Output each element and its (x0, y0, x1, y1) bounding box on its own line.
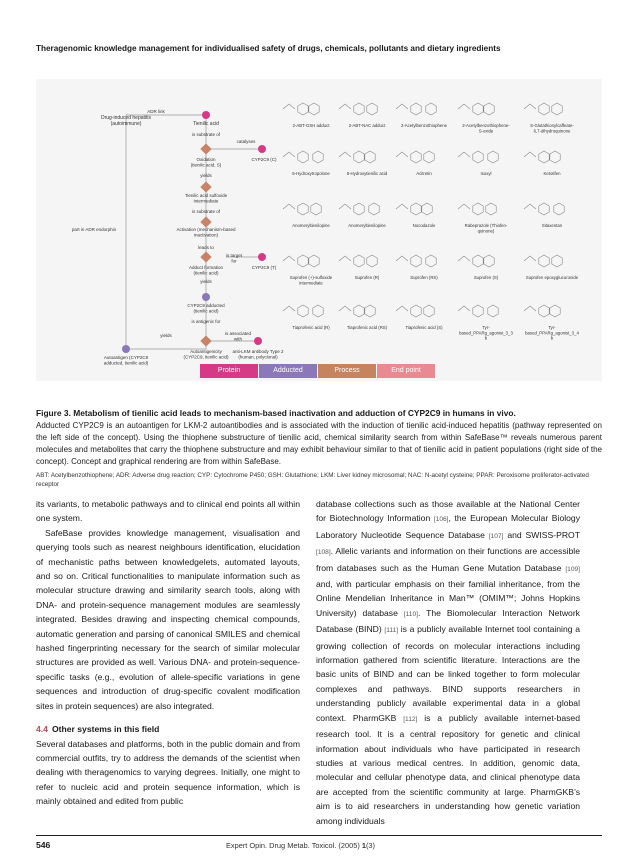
citation: [107] (488, 532, 504, 540)
text-run: and SWISS-PROT (503, 529, 580, 540)
caption-abbreviations: ABT: Acetylbenzothiophene; ADR: Adverse drug reaction; CYP: Cytochrome P450; GSH: Glutathione; LKM: Liver kidney microsomal; NAC: N-acetyl cysteine; PPAR: Peroxisome proliferator-activated receptor (36, 471, 589, 488)
structure-drawing (458, 103, 494, 115)
pathway-label: part in ADR endorphin (71, 227, 117, 232)
structure-drawing (524, 255, 562, 267)
structure-label: Tyr-based_PPARg_agonist_3_4 b (525, 325, 579, 341)
right-column (316, 497, 580, 828)
paragraph: Several databases and platforms, both in the public domain and from commercial outfits, try to address the demands of the scientist when dealing with theragenomics to varying degrees. Initially, one might to refer to nucleic acid and protein sequence information, which is mainly obtained and edited from public (36, 738, 300, 807)
pathway-label: anti-LKM antibody Type 2 (human, polyclonal) (232, 349, 284, 360)
process-node (200, 181, 211, 192)
structure-drawing (524, 305, 560, 317)
structure-label: Anomeryltienilopine (292, 223, 330, 228)
structure-drawing (339, 203, 379, 215)
pathway-label: is target for (225, 253, 243, 264)
process-node (200, 251, 211, 262)
legend-process: Process (318, 364, 376, 378)
journal-name: Expert Opin. Drug Metab. Toxicol. (2005) (226, 841, 362, 850)
citation: [110] (403, 610, 418, 618)
structure-label: 2-ABT-NAC adduct (348, 123, 386, 128)
pathway-label: Autoantigen (CYP2C9 adducted, tienilic acid) (103, 355, 149, 366)
pathway-label: Tienilic acid (193, 121, 219, 127)
tienilic-acid-node (202, 111, 210, 119)
structure-label: Tyr-based_PPARg_agonist_3_3 b (459, 325, 513, 341)
structure-label: Tiaprofenic acid (S) (405, 325, 443, 330)
pathway-label: leads to (198, 245, 214, 250)
pathway-label: Oxidation (tienilic acid, S) (190, 157, 222, 168)
structure-drawing (339, 151, 375, 163)
structure-drawing (524, 203, 564, 215)
structure-drawing (524, 151, 560, 163)
text-run: . Allelic variants and information on their functions are accessible from databases such as the Human Gene Mutation Database (316, 546, 580, 573)
structure-label: 2-Acetylbenzothiophene (400, 123, 448, 128)
paragraph: its variants, to metabolic pathways and to clinical end points all within one system. (36, 499, 300, 524)
structure-drawing (524, 103, 562, 115)
structure-drawing (396, 103, 436, 115)
pathway-label: is substrate of (191, 209, 221, 214)
figure-legend (200, 364, 436, 378)
cyp2c9-node (258, 145, 266, 153)
pathway-label: CYP2C9 adducted (tienilic acid) (187, 303, 225, 314)
text-run: is a publicly available internet-based research tool. It is a central repository for genetic and clinical information about individuals who have participated in research studies at various medical centres. In addition, genomic data, molecular and cellular phenotype data, and clinical phenotype data are accepted from the scientific community at large. PharmGKB’s aim is to aid researchers in understanding how genetic variation among individuals (316, 712, 580, 826)
structure-drawing (283, 151, 323, 163)
section-title: Other systems in this field (51, 724, 160, 735)
structure-drawing (283, 103, 319, 115)
structure-label: Suprofen (S) (473, 275, 499, 280)
caption-body: Adducted CYP2C9 is an autoantigen for LKM-2 autoantibodies and is associated with the induction of tienilic acid-induced hepatitis (pathway represented on the left side of the concept). Using the thiophene substructure of tienilic acid, chemical similarity search from within SafeBase™ reveals numerous parent molecules and metabolites that carry the thiophene substructure and may exhibit behaviour similar to that of tienilic acid in patient populations (right side of the concept). Concept and graphical rendering are from within SafeBase. (36, 421, 602, 466)
structure-label: 5-Hydroxytienilic acid (346, 171, 388, 176)
pathway-label: yields (200, 279, 212, 284)
pathway-label: catalyses (236, 139, 256, 144)
adducted-cyp2c9-node (202, 293, 210, 301)
text-run: database collections such as those available at the National Center for Biotechnology Information (316, 499, 580, 524)
structure-label: Suprofen epoxyglucuronide (525, 275, 579, 280)
section-heading (36, 722, 300, 736)
section-number: 4.4 (36, 724, 48, 735)
structure-label: Tiaprofenic acid (RS) (346, 325, 388, 330)
footer-rule (36, 835, 602, 836)
structure-label: S-Glutathionylcaffeate-6,7-dihydroquinone (530, 123, 574, 134)
pathway-label: Tienilic acid sulfoxide intermediate (184, 193, 228, 204)
structure-label: 2-Acetylbenzothiophene-S-oxide (462, 123, 510, 134)
paragraph: SafeBase provides knowledge management, visualisation and querying tools such as nearest neighbours identification, elucidation of mechanistic paths between knowledgelets, automated layouts, and so on. Critical functionalities to manipulate information such as molecular structure drawing and similarity search tools, along with DNA- and protein-sequence management modules are seamlessly integrated. Besides drawing and inspecting chemical compounds, automatic generation and parsing of canonical SMILES and chemical hashed fingerprinting necessary for the search of similar molecular structures are provided as well. Various DNA- and protein-sequence-specific tasks (e.g., evolution of allele-specific variations in gene sequences and introduction of drug-specific covalent modification sites in protein sequences) are also integrated. (36, 527, 300, 711)
structure-drawing (339, 305, 375, 317)
citation: [106] (433, 516, 449, 524)
structure-label: Suprofen (RS) (410, 275, 438, 280)
running-header: Theragenomic knowledge management for individualised safety of drugs, chemicals, pollutants and dietary ingredients (36, 44, 501, 53)
structure-drawing (396, 255, 436, 267)
journal-citation (226, 841, 375, 850)
text-run: is a publicly available Internet tool containing a growing collection of records on molecular interactions including information gathered from scientific literature. Interactions are the basic units of BIND and can be linked together to form molecular complexes and pathways. BIND supports researchers in understanding publicly available experimental data in a global context. PharmGKB (316, 624, 580, 723)
structure-label: Suprofen (R) (354, 275, 380, 280)
structure-label: 5-Hydroxytropolone (292, 171, 330, 176)
structure-label: Rabeprazole (Thiofen-quinone) (464, 223, 508, 234)
structure-drawing (458, 203, 496, 215)
text-run: , the European Molecular Biology Laboratory Nucleotide Sequence Database (316, 513, 580, 540)
structure-label: Nocodazole (412, 223, 436, 228)
process-node (200, 335, 211, 346)
pathway-label: yields (200, 173, 212, 178)
pathway-label: Autoantigenicity (CYP2C9, tienilic acid) (183, 349, 229, 360)
pathway-label: CYP2C9 (T) (251, 265, 277, 270)
structure-drawing (396, 203, 432, 215)
pathway-label: Activation (mechanism-based inactivation) (176, 227, 236, 238)
structure-drawing (458, 151, 498, 163)
figure-diagram (36, 79, 602, 381)
citation: [111] (384, 627, 399, 635)
citation: [108] (316, 549, 331, 557)
structure-drawing (283, 255, 319, 267)
pathway-label: is substrate of (191, 132, 221, 137)
structure-drawing (396, 305, 434, 317)
process-node (200, 216, 211, 227)
structure-label: Ketotifen (543, 171, 561, 176)
structure-label: 2-ABT-GSH adduct (292, 123, 330, 128)
left-column (36, 497, 300, 809)
structure-drawing (396, 151, 434, 163)
structure-drawing (283, 305, 323, 317)
pathway-label: is antigenic for (191, 319, 221, 324)
structure-drawing (339, 103, 377, 115)
legend-endpoint: End point (377, 364, 435, 378)
volume: 1 (361, 841, 366, 850)
structure-label: Isoxyl (480, 171, 492, 176)
paragraph (316, 497, 580, 828)
caption-title: Figure 3. Metabolism of tienilic acid leads to mechanism-based inactivation and adduction of CYP2C9 in humans in vivo. (36, 408, 516, 418)
citation: [112] (403, 715, 418, 723)
pathway-label: is associated with (224, 331, 252, 342)
structure-label: Suprofen (+)-sulfoxide intermediate (289, 275, 333, 286)
structure-drawing (458, 255, 494, 267)
structure-drawing (339, 255, 377, 267)
text-run: and, with particular emphasis on their familial inheritance, from the Online Mendelian Inheritance in Man™ (OMIM™; Johns Hopkins University) database (316, 579, 580, 618)
figure-caption (36, 408, 602, 489)
structure-drawing (458, 305, 498, 317)
structure-label: Acitretin (416, 171, 432, 176)
structure-label: Anomeryltienilopine (348, 223, 386, 228)
pathway-label: yields (160, 333, 172, 338)
pathway-label: Adduct formation (tienilic acid) (188, 265, 224, 276)
citation: [109] (565, 565, 580, 573)
legend-protein: Protein (200, 364, 258, 378)
structure-label: Tiaprofenic acid (R) (292, 325, 330, 330)
legend-adducted: Adducted (259, 364, 317, 378)
pathway-label: CYP2C9 (C) (251, 157, 277, 162)
issue: (3) (365, 841, 376, 850)
process-node (200, 143, 211, 154)
figure-3 (36, 79, 602, 381)
text-run: . The Biomolecular Interaction Network Database (BIND) (316, 607, 580, 635)
cyp2c9-target-node (258, 253, 266, 261)
pathway-label: Drug-induced hepatitis (autoimmune) (100, 115, 152, 127)
page-number: 546 (36, 840, 51, 850)
autoantigen-node (122, 345, 130, 353)
antibody-node (254, 337, 262, 345)
structure-label: Sitaxentan (541, 223, 563, 228)
pathway-label: ADR link (147, 109, 165, 114)
structure-drawing (283, 203, 321, 215)
